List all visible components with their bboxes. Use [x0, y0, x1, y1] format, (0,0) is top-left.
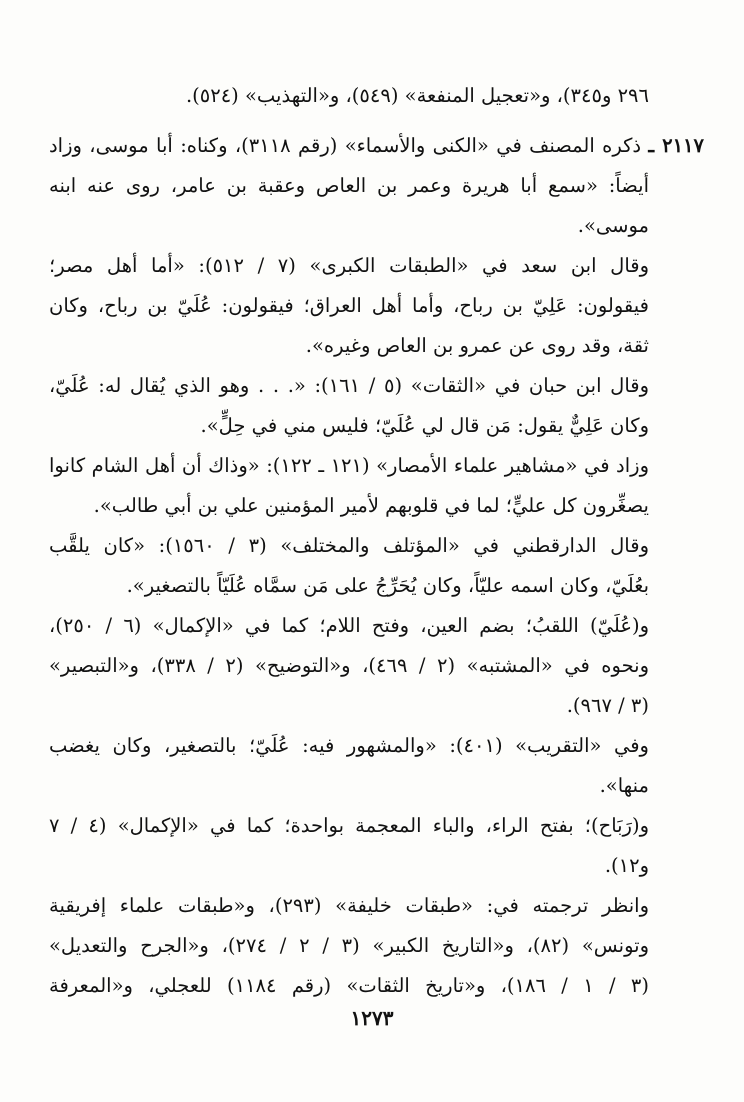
text-line: و١٢). [604, 854, 649, 877]
text-line: (٣ / ١ / ١٨٦)، و«تاريخ الثقات» (رقم ١١٨٤) للعجلي، و«المعرفة [49, 974, 649, 997]
text-line: و(رَبَاح)؛ بفتح الراء، والباء المعجمة بواحدة؛ كما في «الإكمال» (٤ / ٧ [49, 814, 650, 837]
text-line: (٣ / ٩٦٧). [566, 694, 649, 717]
text-line: أيضاً: «سمع أبا هريرة وعمر بن العاص وعقبة بن عامر، روى عنه ابنه [49, 174, 649, 197]
text-line: فيقولون: عَلِيّ بن رباح، وأما أهل العراق؛ فيقولون: عُلَيّ بن رباح، وكان [49, 294, 649, 317]
text-line: وزاد في «مشاهير علماء الأمصار» (١٢١ ـ ١٢٢): «وذاك أن أهل الشام كانوا [49, 454, 649, 477]
text-line: وفي «التقريب» (٤٠١): «والمشهور فيه: عُلَيّ؛ بالتصغير، وكان يغضب [49, 734, 649, 757]
text-line: منها». [599, 774, 649, 797]
text-line: وقال ابن حبان في «الثقات» (٥ / ١٦١): «. . . وهو الذي يُقال له: عُلَيّ، [49, 374, 649, 397]
text-line: موسى». [577, 214, 649, 237]
text-line: بعُلَيّ، وكان اسمه عليّاً، وكان يُحَرِّجُ على مَن سمَّاه عُلَيّاً بالتصغير». [126, 574, 649, 597]
page-number: ١٢٧٣ [350, 1006, 394, 1030]
text-line: وتونس» (٨٢)، و«التاريخ الكبير» (٣ / ٢ / ٢٧٤)، و«الجرح والتعديل» [49, 934, 649, 957]
entry-first-line [49, 126, 704, 166]
text-line: ثقة، وقد روى عن عمرو بن العاص وغيره». [305, 334, 649, 357]
text-line: وقال ابن سعد في «الطبقات الكبرى» (٧ / ٥١٢): «أما أهل مصر؛ [49, 254, 649, 277]
text-line: يصغِّرون كل عليٍّ؛ لما في قلوبهم لأمير المؤمنين علي بن أبي طالب». [93, 494, 649, 517]
text-line: وكان عَلِيٌّ يقول: مَن قال لي عُلَيّ؛ فليس مني في حِلٍّ». [200, 414, 649, 437]
text-line: ونحوه في «المشتبه» (٢ / ٤٦٩)، و«التوضيح» (٢ / ٣٣٨)، و«التبصير» [49, 654, 650, 677]
text-line: ذكره المصنف في «الكنى والأسماء» (رقم ٣١١٨)، وكناه: أبا موسى، وزاد [49, 134, 642, 157]
text-line: وانظر ترجمته في: «طبقات خليفة» (٢٩٣)، و«طبقات علماء إفريقية [49, 894, 650, 917]
entry-number: ٢١١٧ ـ [648, 134, 704, 157]
text-line: ٢٩٦ و٣٤٥)، و«تعجيل المنفعة» (٥٤٩)، و«التهذيب» (٥٢٤). [185, 84, 649, 107]
text-line: وقال الدارقطني في «المؤتلف والمختلف» (٣ / ١٥٦٠): «كان يلقَّب [49, 534, 649, 557]
text-line: و(عُلَيّ) اللقبُ؛ بضم العين، وفتح اللام؛ كما في «الإكمال» (٦ / ٢٥٠)، [49, 614, 649, 637]
